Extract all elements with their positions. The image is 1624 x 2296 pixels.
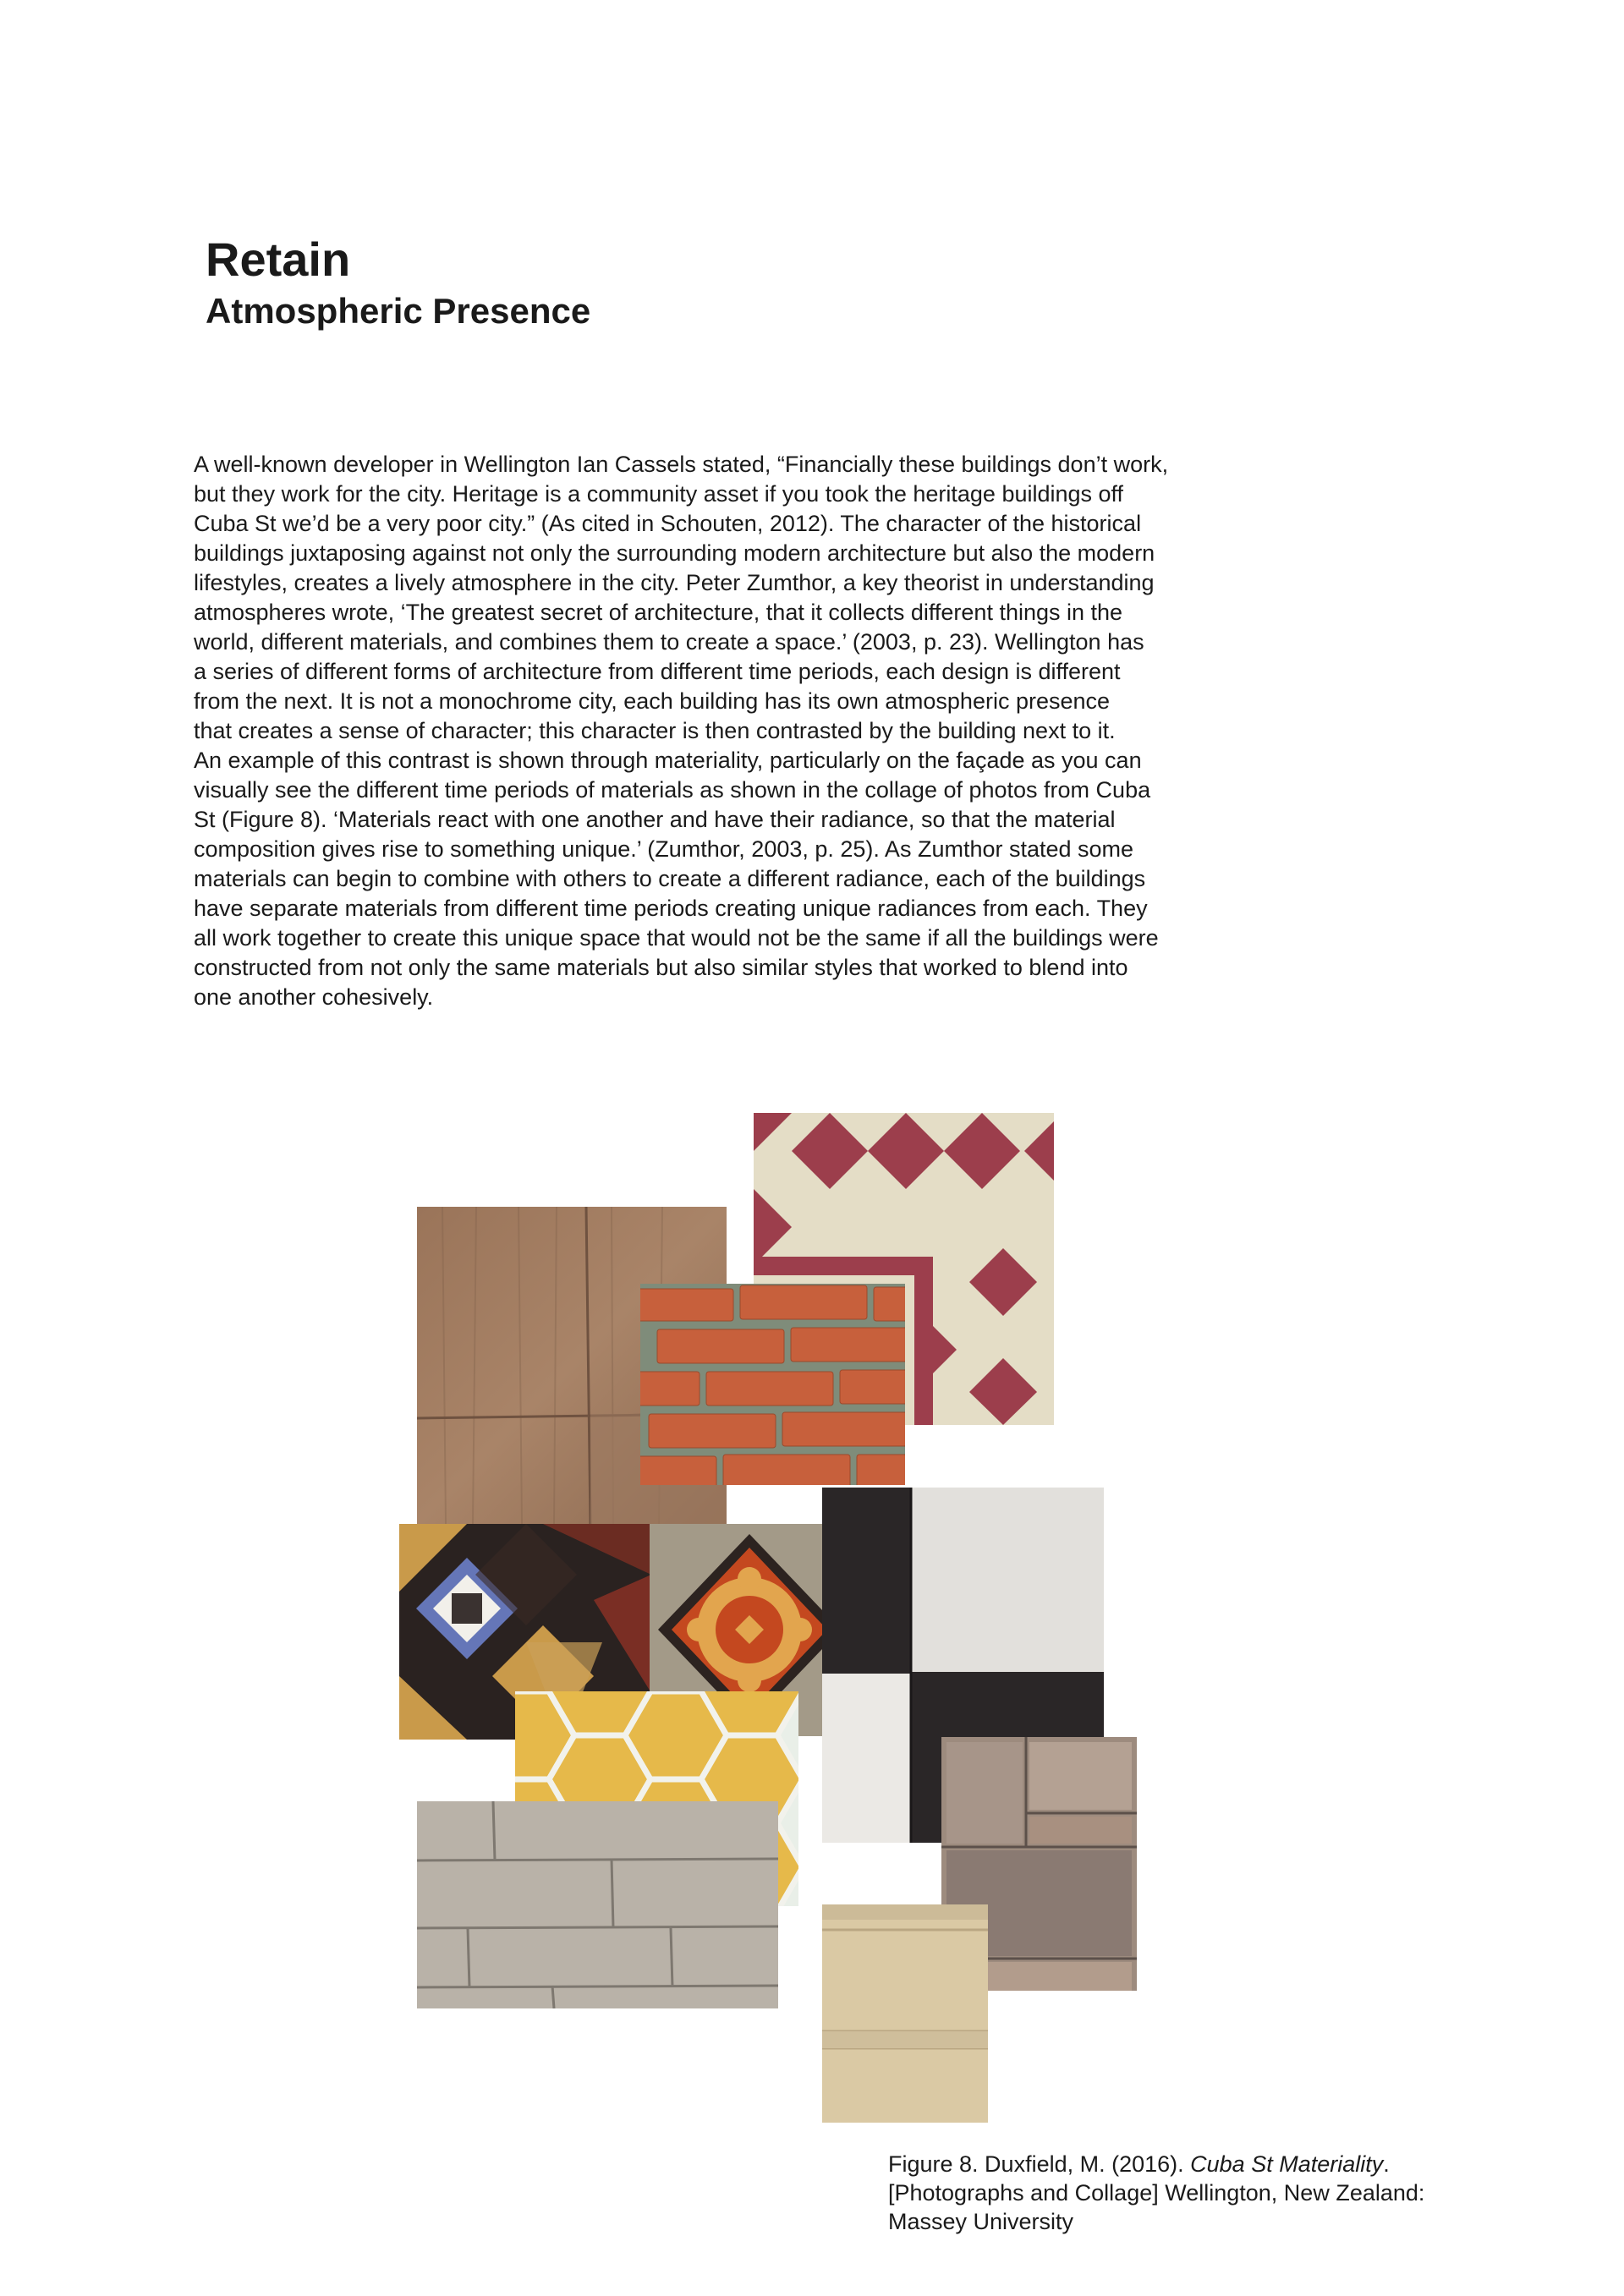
body-line: from the next. It is not a monochrome city, each building has its own atmospheric presence <box>194 688 1111 714</box>
caption-prefix: Figure 8. Duxfield, M. (2016). <box>888 2151 1191 2177</box>
yellow-hexagon-photo <box>515 1691 798 1906</box>
body-line: atmospheres wrote, ‘The greatest secret of architecture, that it collects different things in the <box>194 600 1123 625</box>
body-line: have separate materials from different time periods creating unique radiances from each. They <box>194 896 1148 921</box>
caption-line-3: Massey University <box>888 2209 1074 2234</box>
body-line: a series of different forms of architecture from different time periods, each design is different <box>194 659 1121 684</box>
body-line: constructed from not only the same materials but also similar styles that worked to blend into <box>194 955 1128 980</box>
black-white-stone-photo <box>822 1488 1104 1843</box>
floral-tile-photo <box>650 1524 849 1736</box>
caption-title: Cuba St Materiality <box>1190 2151 1384 2177</box>
figure-caption <box>888 2150 1424 2236</box>
body-line: buildings juxtaposing against not only the surrounding modern architecture but also the modern <box>194 540 1155 566</box>
geometric-tiles-photo <box>399 1524 651 1740</box>
weatherboard-photo <box>822 1904 988 2123</box>
body-line: that creates a sense of character; this character is then contrasted by the building next to it. <box>194 718 1116 743</box>
page-title: Retain <box>206 233 351 286</box>
caption-line-1 <box>888 2150 1424 2178</box>
body-line: visually see the different time periods of materials as shown in the collage of photos from Cuba <box>194 777 1151 803</box>
brick-wall-photo <box>640 1284 905 1485</box>
caption-line-2: [Photographs and Collage] Wellington, New Zealand: <box>888 2180 1425 2206</box>
diamond-tiles-photo <box>754 1113 1054 1425</box>
sandstone-wall-photo <box>417 1207 727 1524</box>
body-line: all work together to create this unique space that would not be the same if all the buildings were <box>194 925 1159 951</box>
body-line: but they work for the city. Heritage is a community asset if you took the heritage buildings off <box>194 481 1124 507</box>
grey-pavers-photo <box>417 1801 778 2008</box>
body-line: one another cohesively. <box>194 984 434 1010</box>
body-line: St (Figure 8). ‘Materials react with one another and have their radiance, so that the material <box>194 807 1116 832</box>
body-line: materials can begin to combine with others to create a different radiance, each of the buildings <box>194 866 1146 891</box>
body-line: A well-known developer in Wellington Ian Cassels stated, “Financially these buildings don’t work, <box>194 452 1169 477</box>
caption-suffix: . <box>1383 2151 1390 2177</box>
body-line: An example of this contrast is shown through materiality, particularly on the façade as you can <box>194 748 1142 773</box>
speckled-pavers-photo <box>941 1737 1137 1991</box>
body-line: lifestyles, creates a lively atmosphere in the city. Peter Zumthor, a key theorist in understanding <box>194 570 1155 595</box>
page-subtitle: Atmospheric Presence <box>206 291 591 331</box>
body-line: Cuba St we’d be a very poor city.” (As cited in Schouten, 2012). The character of the historical <box>194 511 1142 536</box>
body-line: world, different materials, and combines them to create a space.’ (2003, p. 23). Wellington has <box>194 629 1144 655</box>
body-line: composition gives rise to something unique.’ (Zumthor, 2003, p. 25). As Zumthor stated some <box>194 836 1134 862</box>
body-paragraph <box>194 450 1285 1012</box>
